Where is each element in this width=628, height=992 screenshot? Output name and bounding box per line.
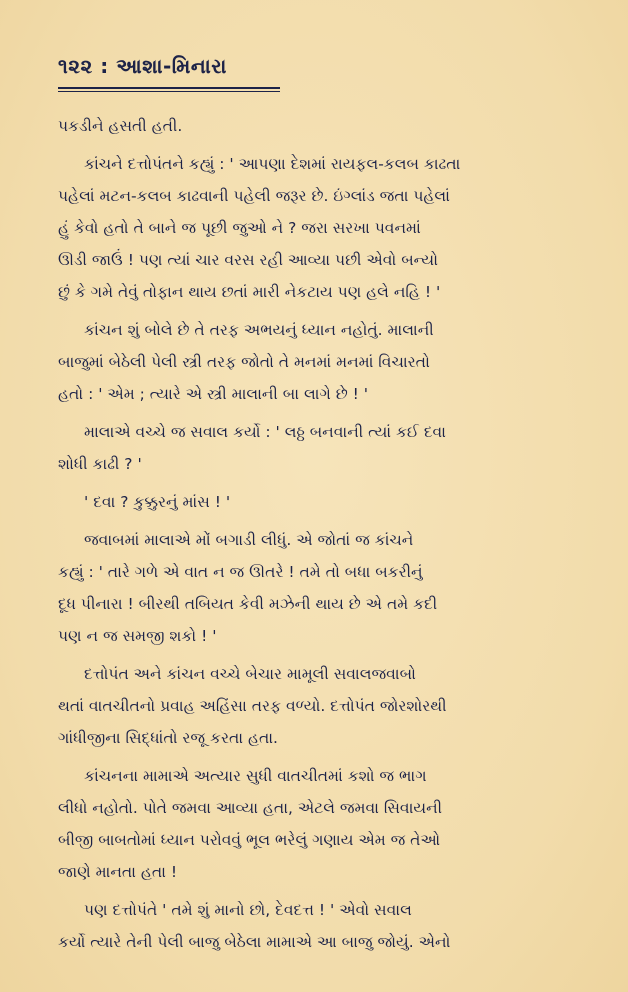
header-underline-thin — [58, 91, 280, 92]
running-header — [58, 54, 280, 90]
paragraph: દત્તોપંત અને કાંચન વચ્ચે બેચાર મામૂલી સવાલજવાબો થતાં વાતચીતનો પ્રવાહ અહિંસા તરફ વળ્યો. દત્તોપંત જોરશોરથી ગાંધીજીના સિદ્ધાંતો રજૂ કરતા હતા. — [58, 665, 447, 747]
paragraph: માલાએ વચ્ચે જ સવાલ કર્યો : ' લઠ્ઠ બનવાની ત્યાં કઈ દવા શોધી કાઢી ? ' — [58, 423, 446, 473]
paragraph: કાંચને દત્તોપંતને કહ્યું : ' આપણા દેશમાં રાયફલ-કલબ કાઢતા પહેલાં મટન-કલબ કાઢવાની પહેલી જરૂર છે. ઇંગ્લાંડ જતા પહેલાં હું કેવો હતો તે બાને જ પૂછી જુઓ ને ? જરા સરખા પવનમાં ઊડી જાઉં ! પણ ત્યાં ચાર વરસ રહી આવ્યા પછી એવો બન્યો છું કે ગમે તેવું તોફાન થાય છતાં મારી નેકટાય પણ હલે નહિ ! ' — [58, 155, 461, 301]
book-title: આશા-મિનારા — [116, 54, 227, 78]
paragraph: કાંચનના મામાએ અત્યાર સુધી વાતચીતમાં કશો જ ભાગ લીધો નહોતો. પોતે જમવા આવ્યા હતા, એટલે જમવા સિવાયની બીજી બાબતોમાં ધ્યાન પરોવવું ભૂલ ભરેલું ગણાય એમ જ તેઓ જાણે માનતા હતા ! — [58, 767, 443, 881]
header-line — [58, 54, 280, 78]
paragraph: કાંચન શું બોલે છે તે તરફ અભયનું ધ્યાન નહોતું. માલાની બાજુમાં બેઠેલી પેલી સ્ત્રી તરફ જોતો તે મનમાં મનમાં વિચારતો હતો : ' એમ ; ત્યારે એ સ્ત્રી માલાની બા લાગે છે ! ' — [58, 321, 434, 403]
header-underline — [58, 87, 280, 89]
paragraph: પણ દત્તોપંતે ' તમે શું માનો છો, દેવદત્ત ! ' એવો સવાલ કર્યો ત્યારે તેની પેલી બાજુ બેઠેલા મામાએ આ બાજુ જોયું. એનો — [58, 901, 451, 951]
page-body — [58, 110, 578, 964]
paragraph-continued: પકડીને હસતી હતી. — [58, 117, 183, 135]
header-separator: : — [100, 54, 109, 78]
page-number: ૧૨૨ — [58, 54, 93, 78]
paragraph: જવાબમાં માલાએ મોં બગાડી લીધું. એ જોતાં જ કાંચને કહ્યું : ' તારે ગળે એ વાત ન જ ઊતરે ! તમે તો બધા બકરીનું દૂધ પીનારા ! બીરથી તબિયત કેવી મઝેની થાય છે એ તમે કદી પણ ન જ સમજી શકો ! ' — [58, 531, 438, 645]
paragraph: ' દવા ? કુક્કુરનું માંસ ! ' — [84, 493, 231, 511]
